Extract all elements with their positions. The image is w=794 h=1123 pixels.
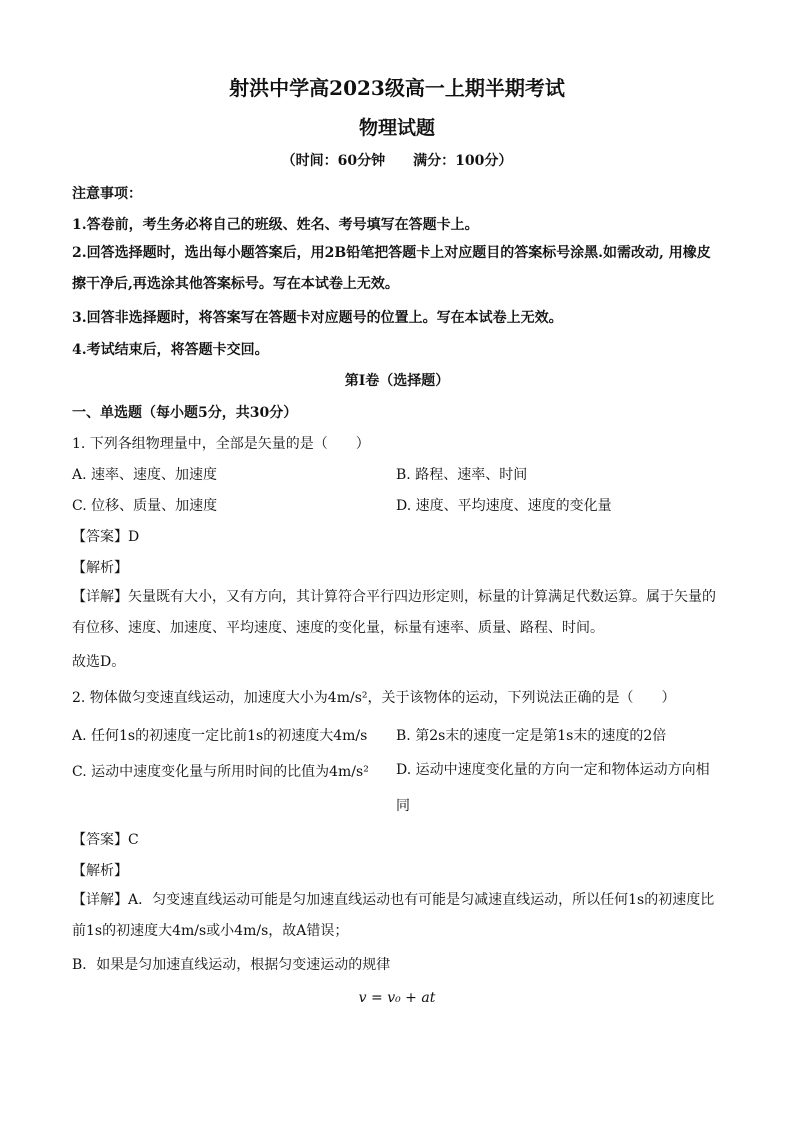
volume-heading: 第I卷（选择题） <box>344 373 450 389</box>
q1-option-a: A. 速率、速度、加速度 <box>72 467 218 483</box>
q1-option-d: D. 速度、平均速度、速度的变化量 <box>396 498 612 514</box>
q2-option-c: C. 运动中速度变化量与所用时间的比值为4m/s² <box>72 764 369 780</box>
q1-analysis-tag: 【解析】 <box>72 560 128 576</box>
answer-value: D <box>128 529 140 545</box>
notes-heading: 注意事项： <box>72 186 142 202</box>
answer-tag: 【答案】 <box>72 529 128 545</box>
q2-analysis-tag: 【解析】 <box>72 863 128 879</box>
part-heading: 一、单选题（每小题5分，共30分） <box>72 405 298 421</box>
q2-b-text: B．如果是匀加速直线运动，根据匀变速运动的规律 <box>72 957 391 973</box>
note-item-1: 1.答卷前，考生务必将自己的班级、姓名、考号填写在答题卡上。 <box>72 217 479 233</box>
detail-text: 矢量既有大小，又有方向，其计算符合平行四边形定则，标量的计算满足代数运算。属于矢量的有位移、速度、加速度、平均速度、速度的变化量，标量有速率、质量、路程、时间。 <box>72 589 716 636</box>
answer-tag: 【答案】 <box>72 832 128 848</box>
note-item-4: 4.考试结束后，将答题卡交回。 <box>72 342 269 358</box>
q2-option-d: D. 运动中速度变化量的方向一定和物体运动方向相同 <box>396 762 710 814</box>
detail-tag: 【详解】 <box>72 892 128 908</box>
subject-title: 物理试题 <box>358 117 435 139</box>
q2-detail <box>72 885 722 947</box>
q1-option-c: C. 位移、质量、加速度 <box>72 498 218 514</box>
exam-info: （时间：60分钟 满分：100分） <box>281 153 513 169</box>
q2-option-b: B. 第2s末的速度一定是第1s末的速度的2倍 <box>396 728 667 744</box>
note-item-3: 3.回答非选择题时，将答案写在答题卡对应题号的位置上。写在本试卷上无效。 <box>72 310 563 326</box>
q1-detail <box>72 582 722 644</box>
formula: v = v₀ + at <box>358 990 436 1006</box>
q1-option-b: B. 路程、速率、时间 <box>396 467 528 483</box>
detail-text: A．匀变速直线运动可能是匀加速直线运动也有可能是匀减速直线运动，所以任何1s的初速度比前1s的初速度大4m/s或小4m/s，故A错误； <box>72 892 715 939</box>
q1-answer <box>72 526 139 546</box>
detail-tag: 【详解】 <box>72 589 128 605</box>
q2-option-a: A. 任何1s的初速度一定比前1s的初速度大4m/s <box>72 728 368 744</box>
q2-answer <box>72 829 139 849</box>
answer-value: C <box>128 832 139 848</box>
note-item-2: 2.回答选择题时，选出每小题答案后，用2B铅笔把答题卡上对应题目的答案标号涂黑.如需改动, 用橡皮擦干净后,再选涂其他答案标号。写在本试卷上无效。 <box>72 245 711 292</box>
q2-stem: 2. 物体做匀变速直线运动，加速度大小为4m/s²，关于该物体的运动，下列说法正确的是（ ） <box>72 690 676 706</box>
q1-stem: 1. 下列各组物理量中，全部是矢量的是（ ） <box>72 436 370 452</box>
q1-conclusion: 故选D。 <box>72 654 126 670</box>
exam-title: 射洪中学高2023级高一上期半期考试 <box>229 76 565 100</box>
